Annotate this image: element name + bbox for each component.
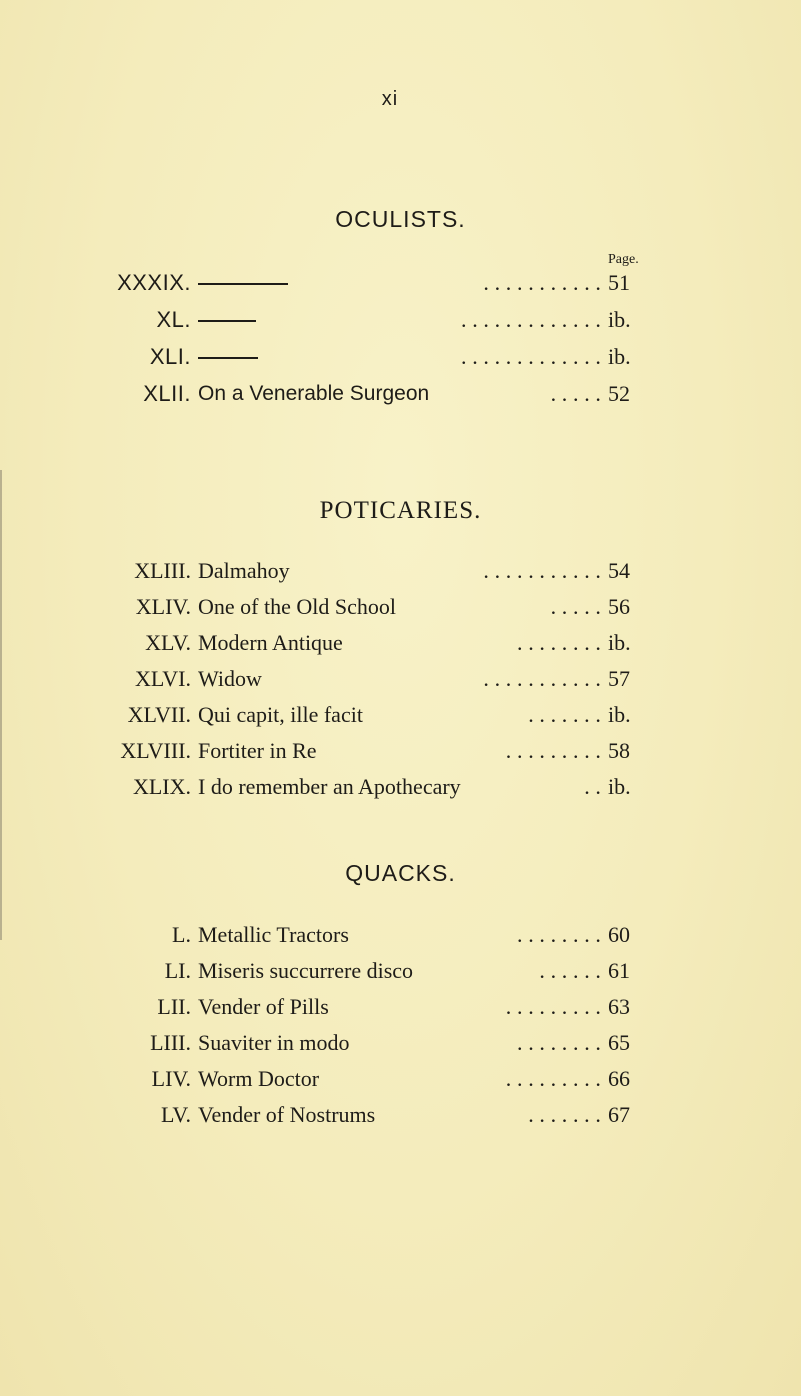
entry-title: On a Venerable Surgeon [198, 382, 430, 405]
page-number: 56 [608, 594, 630, 619]
entry-title: Widow [198, 666, 262, 691]
entry-title: Vender of Nostrums [198, 1102, 376, 1127]
entry-title: Miseris succurrere disco [198, 958, 414, 983]
toc-entry [0, 772, 801, 802]
page-number: 52 [608, 381, 630, 406]
dot-leader: . . . . . . . . [517, 922, 601, 947]
page-number: 58 [608, 738, 630, 763]
entry-title: I do remember an Apothecary [198, 774, 461, 799]
toc-entry [0, 268, 801, 298]
entry-number: LV. [161, 1102, 191, 1127]
dot-leader: . . . . . . . . . . . . . [461, 344, 601, 369]
entry-title: One of the Old School [198, 594, 396, 619]
entry-title: Worm Doctor [198, 1066, 320, 1091]
dot-leader: . . . . . . . . . . . . . [461, 307, 601, 332]
page-number: 60 [608, 922, 630, 947]
dot-leader: . . . . . . . . [517, 630, 601, 655]
entry-number: XLV. [145, 630, 191, 655]
entry-number: LI. [164, 958, 191, 983]
toc-entry [0, 1028, 801, 1058]
page-number: ib. [608, 702, 631, 727]
toc-entry [0, 700, 801, 730]
dot-leader: . . . . . . . [528, 702, 601, 727]
toc-entry [0, 379, 801, 409]
entry-number: LIV. [151, 1066, 191, 1091]
page-number: 57 [608, 666, 630, 691]
entry-number: XLIV. [135, 594, 191, 619]
page-number: 61 [608, 958, 630, 983]
dot-leader: . . . . . . . . . [505, 994, 601, 1019]
dot-leader: . . . . . . . . . . . [483, 270, 601, 295]
page-number: ib. [608, 344, 631, 369]
dot-leader: . . . . . . [539, 958, 601, 983]
dash-rule [198, 283, 288, 285]
entry-number: XLVIII. [120, 738, 191, 763]
toc-entry [0, 1064, 801, 1094]
page-number: ib. [608, 630, 631, 655]
toc-entry [0, 992, 801, 1022]
dot-leader: . . . . . . . . . [505, 738, 601, 763]
page-number: 65 [608, 1030, 630, 1055]
toc-entry [0, 920, 801, 950]
dot-leader: . . . . . . . . . . . [483, 666, 601, 691]
entry-title: Suaviter in modo [198, 1030, 350, 1055]
dot-leader: . . . . . . . . . [505, 1066, 601, 1091]
dot-leader: . . . . . . . [528, 1102, 601, 1127]
entry-title: Fortiter in Re [198, 738, 317, 763]
toc-entry [0, 628, 801, 658]
dot-leader: . . [584, 774, 601, 799]
entry-title: Vender of Pills [198, 994, 329, 1019]
entry-title: Metallic Tractors [198, 922, 349, 947]
entry-number: L. [172, 922, 191, 947]
toc-entry [0, 956, 801, 986]
entry-title: Modern Antique [198, 630, 343, 655]
toc-entry [0, 1100, 801, 1130]
dot-leader: . . . . . [550, 381, 601, 406]
folio-number: xi [381, 88, 399, 110]
page-number: 51 [608, 270, 630, 295]
toc-entry [0, 556, 801, 586]
dash-rule [198, 320, 256, 322]
toc-entry [0, 736, 801, 766]
toc-entry [0, 592, 801, 622]
entry-title: Dalmahoy [198, 558, 290, 583]
entry-number: XLVII. [127, 702, 191, 727]
entry-number: XLIX. [132, 774, 191, 799]
section-heading-oculists: OCULISTS. [335, 206, 466, 232]
entry-number: XLI. [149, 344, 191, 369]
entry-number: LII. [157, 994, 191, 1019]
toc-entry [0, 305, 801, 335]
section-heading-quacks: QUACKS. [345, 860, 456, 886]
section-heading-poticaries: POTICARIES. [319, 497, 482, 524]
page-number: ib. [608, 307, 631, 332]
entry-number: XL. [156, 307, 191, 332]
page-number: 54 [608, 558, 630, 583]
dot-leader: . . . . . [550, 594, 601, 619]
entry-number: XXXIX. [117, 270, 191, 295]
page-column-label: Page. [608, 252, 639, 267]
page-number: 67 [608, 1102, 630, 1127]
entry-number: LIII. [150, 1030, 191, 1055]
toc-entry [0, 664, 801, 694]
entry-number: XLVI. [134, 666, 191, 691]
toc-entry [0, 342, 801, 372]
entry-title: Qui capit, ille facit [198, 702, 363, 727]
page-number: 66 [608, 1066, 630, 1091]
dot-leader: . . . . . . . . [517, 1030, 601, 1055]
page-number: 63 [608, 994, 630, 1019]
dash-rule [198, 357, 258, 359]
entry-number: XLIII. [134, 558, 191, 583]
page-number: ib. [608, 774, 631, 799]
entry-number: XLII. [143, 381, 191, 406]
dot-leader: . . . . . . . . . . . [483, 558, 601, 583]
